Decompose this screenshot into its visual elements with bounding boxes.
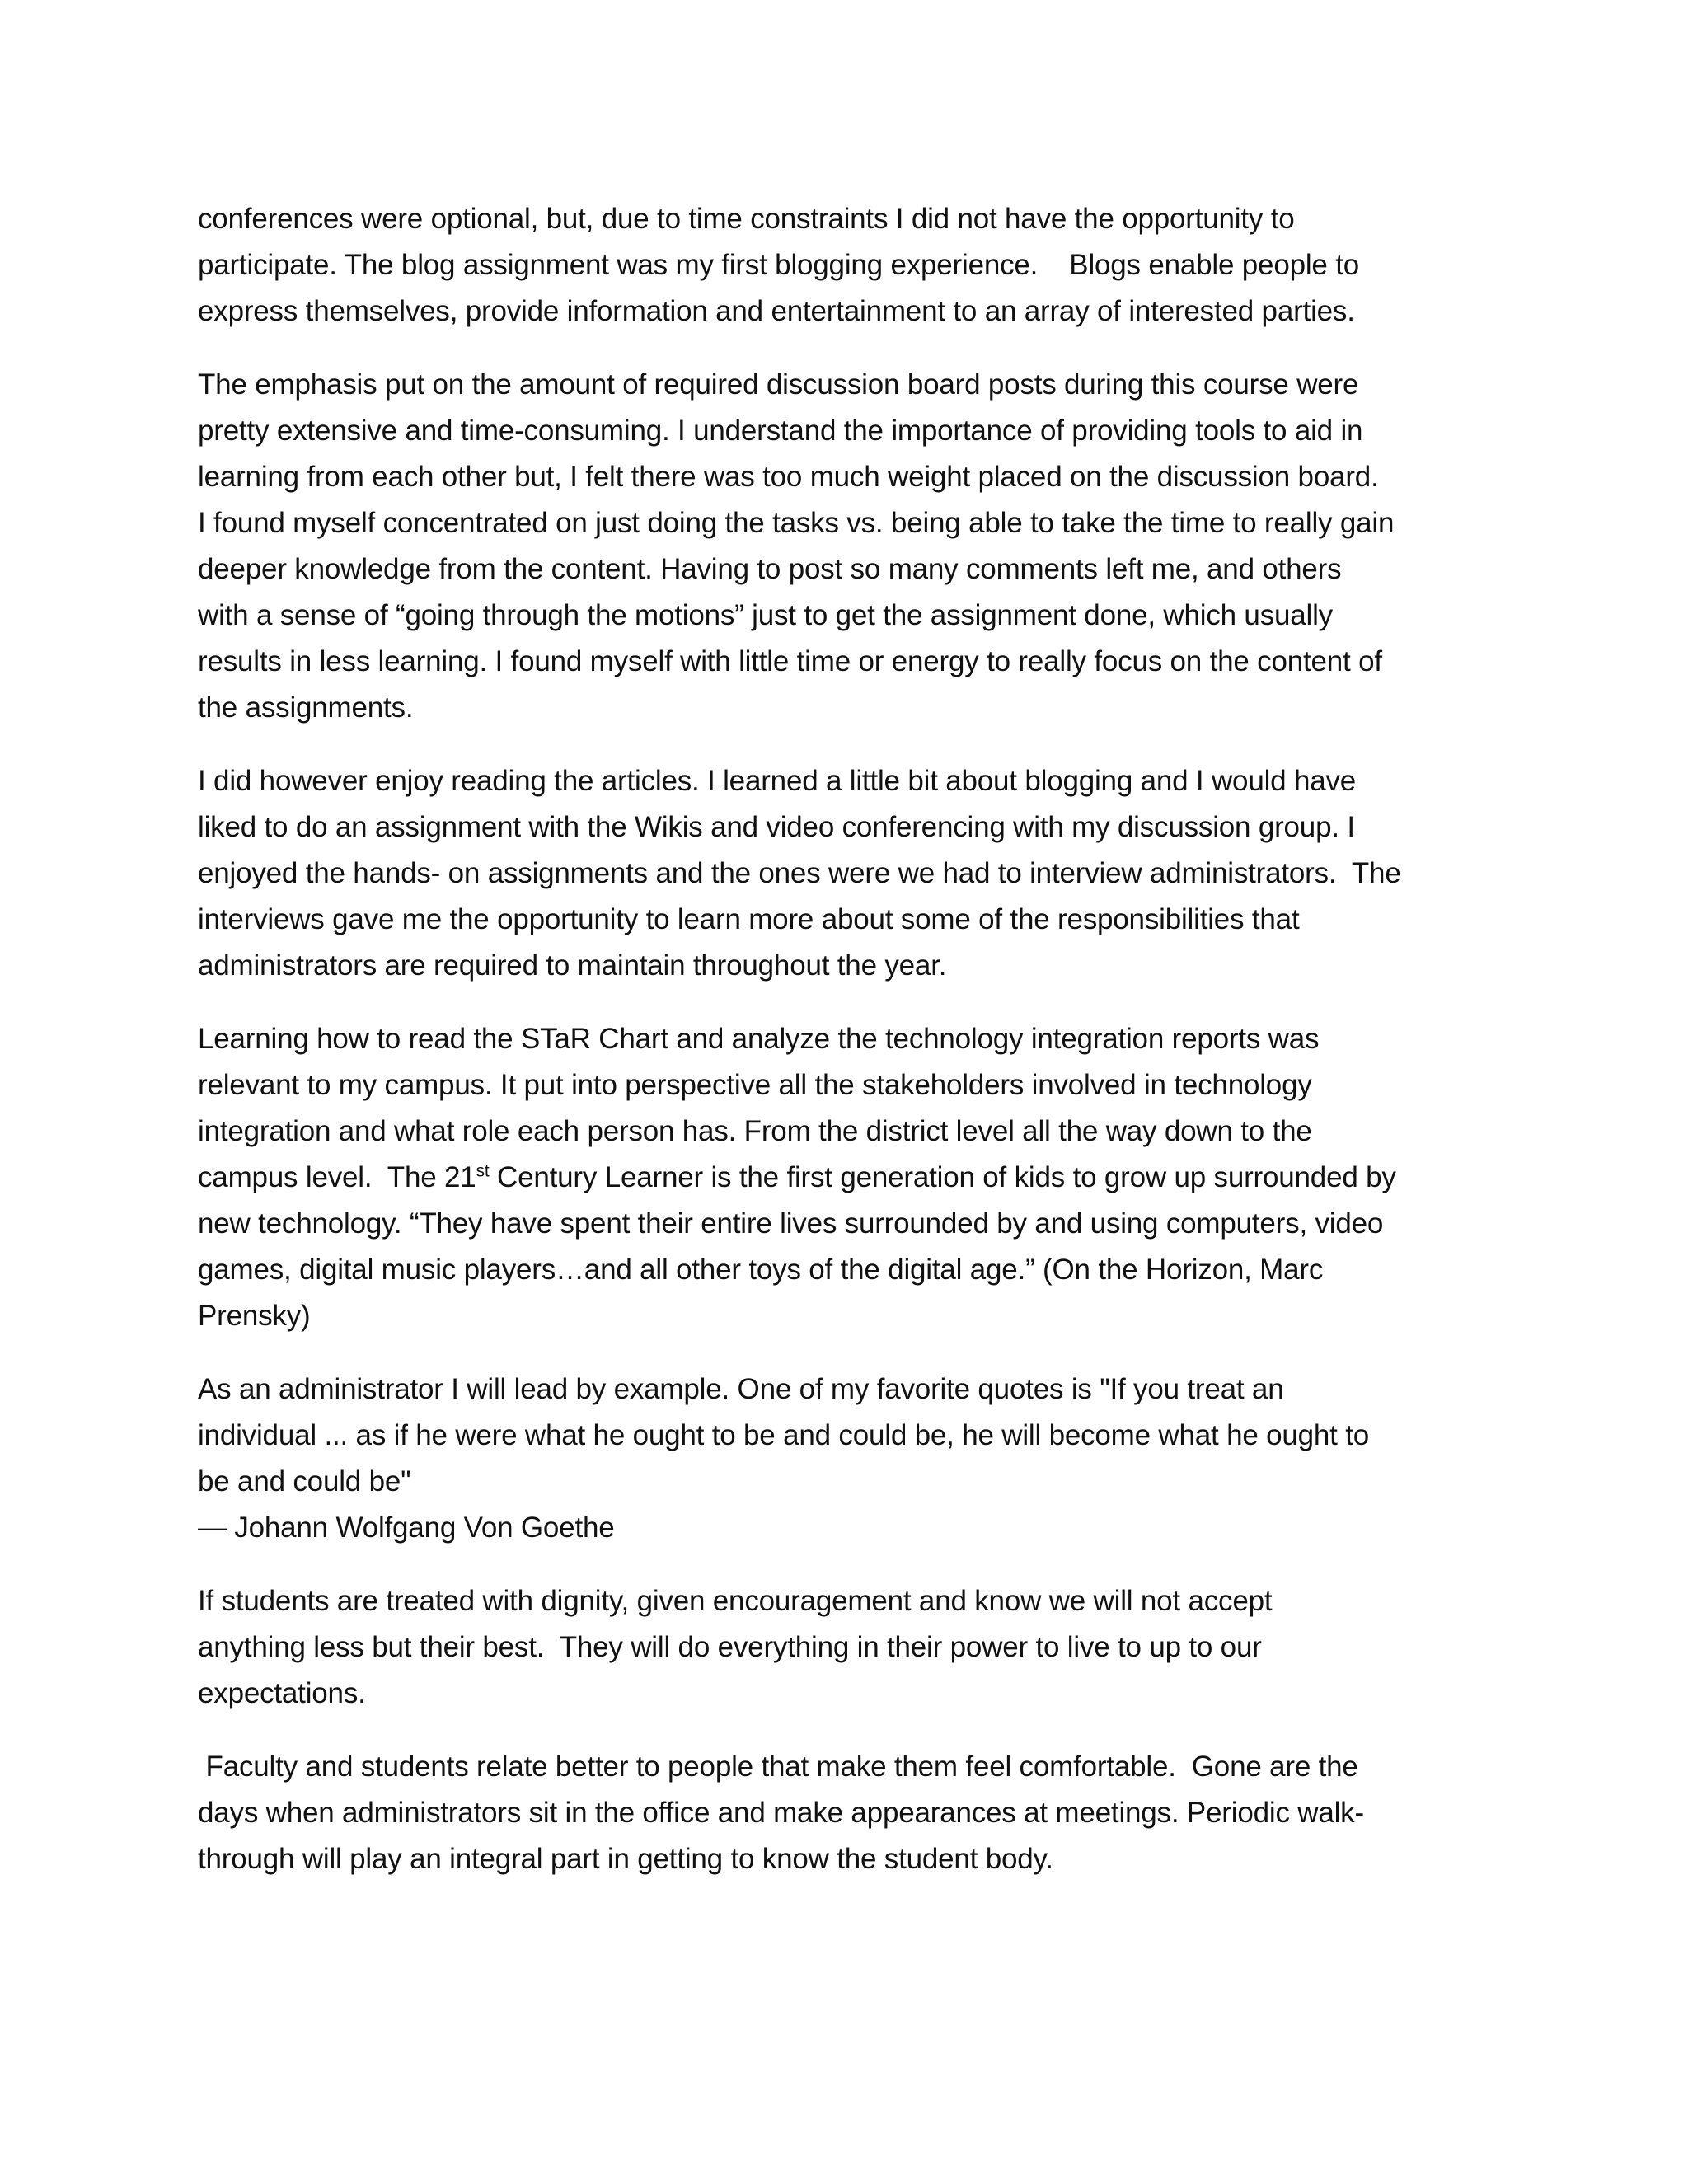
document-body — [198, 196, 1493, 1910]
text-line: deeper knowledge from the content. Having to post so many comments left me, and others — [198, 553, 1342, 585]
text-line: expectations. — [198, 1677, 366, 1709]
text-line: pretty extensive and time-consuming. I understand the importance of providing tools to aid in — [198, 415, 1363, 447]
text-line: As an administrator I will lead by example. One of my favorite quotes is "If you treat an — [198, 1373, 1284, 1405]
text-line: the assignments. — [198, 691, 414, 724]
text-line: conferences were optional, but, due to time constraints I did not have the opportunity to — [198, 203, 1295, 235]
text-line: Learning how to read the STaR Chart and analyze the technology integration reports was — [198, 1023, 1320, 1055]
text-line: new technology. “They have spent their entire lives surrounded by and using computers, video — [198, 1207, 1384, 1240]
text-line: games, digital music players…and all other toys of the digital age.” (On the Horizon, Marc — [198, 1254, 1324, 1286]
text-fragment: campus level. The 21 — [198, 1161, 476, 1193]
text-line: integration and what role each person has. From the district level all the way down to the — [198, 1115, 1312, 1147]
paragraph-goethe-quote — [198, 1366, 1493, 1551]
text-line-with-superscript — [198, 1155, 1493, 1201]
text-line: relevant to my campus. It put into perspective all the stakeholders involved in technology — [198, 1069, 1312, 1101]
text-line: I found myself concentrated on just doing the tasks vs. being able to take the time to really gain — [198, 507, 1395, 539]
text-line: administrators are required to maintain throughout the year. — [198, 949, 947, 982]
text-line: The emphasis put on the amount of required discussion board posts during this course were — [198, 368, 1359, 401]
paragraph-student-dignity — [198, 1578, 1493, 1717]
text-line: anything less but their best. They will do everything in their power to live to up to our — [198, 1631, 1262, 1663]
paragraph-discussion-board — [198, 362, 1493, 731]
text-line: Faculty and students relate better to people that make them feel comfortable. Gone are the — [198, 1750, 1358, 1783]
text-fragment: Century Learner is the first generation of kids to grow up surrounded by — [489, 1161, 1396, 1193]
text-line: liked to do an assignment with the Wikis and video conferencing with my discussion group. I — [198, 811, 1355, 843]
paragraph-faculty-relations — [198, 1744, 1493, 1882]
text-line: days when administrators sit in the office and make appearances at meetings. Periodic walk- — [198, 1797, 1364, 1829]
text-line: Prensky) — [198, 1300, 311, 1332]
text-line: learning from each other but, I felt there was too much weight placed on the discussion board. — [198, 461, 1379, 493]
text-line: results in less learning. I found myself with little time or energy to really focus on the content of — [198, 645, 1382, 677]
quote-attribution: — Johann Wolfgang Von Goethe — [198, 1511, 615, 1544]
text-line: interviews gave me the opportunity to learn more about some of the responsibilities that — [198, 903, 1300, 935]
text-line: I did however enjoy reading the articles. I learned a little bit about blogging and I would have — [198, 765, 1357, 797]
text-line: with a sense of “going through the motions” just to get the assignment done, which usually — [198, 599, 1333, 631]
paragraph-conferences-blog — [198, 196, 1493, 335]
text-line: individual ... as if he were what he ought to be and could be, he will become what he ought to — [198, 1419, 1370, 1451]
text-line: participate. The blog assignment was my first blogging experience. Blogs enable people to — [198, 249, 1360, 281]
paragraph-star-chart — [198, 1016, 1493, 1339]
text-line: be and could be" — [198, 1465, 411, 1497]
text-line: enjoyed the hands- on assignments and the ones were we had to interview administrators. The — [198, 857, 1401, 889]
text-line: If students are treated with dignity, given encouragement and know we will not accept — [198, 1585, 1273, 1617]
paragraph-articles — [198, 758, 1493, 989]
text-line: express themselves, provide information and entertainment to an array of interested parties. — [198, 295, 1355, 327]
text-line: through will play an integral part in getting to know the student body. — [198, 1843, 1053, 1875]
ordinal-superscript: st — [476, 1161, 490, 1181]
